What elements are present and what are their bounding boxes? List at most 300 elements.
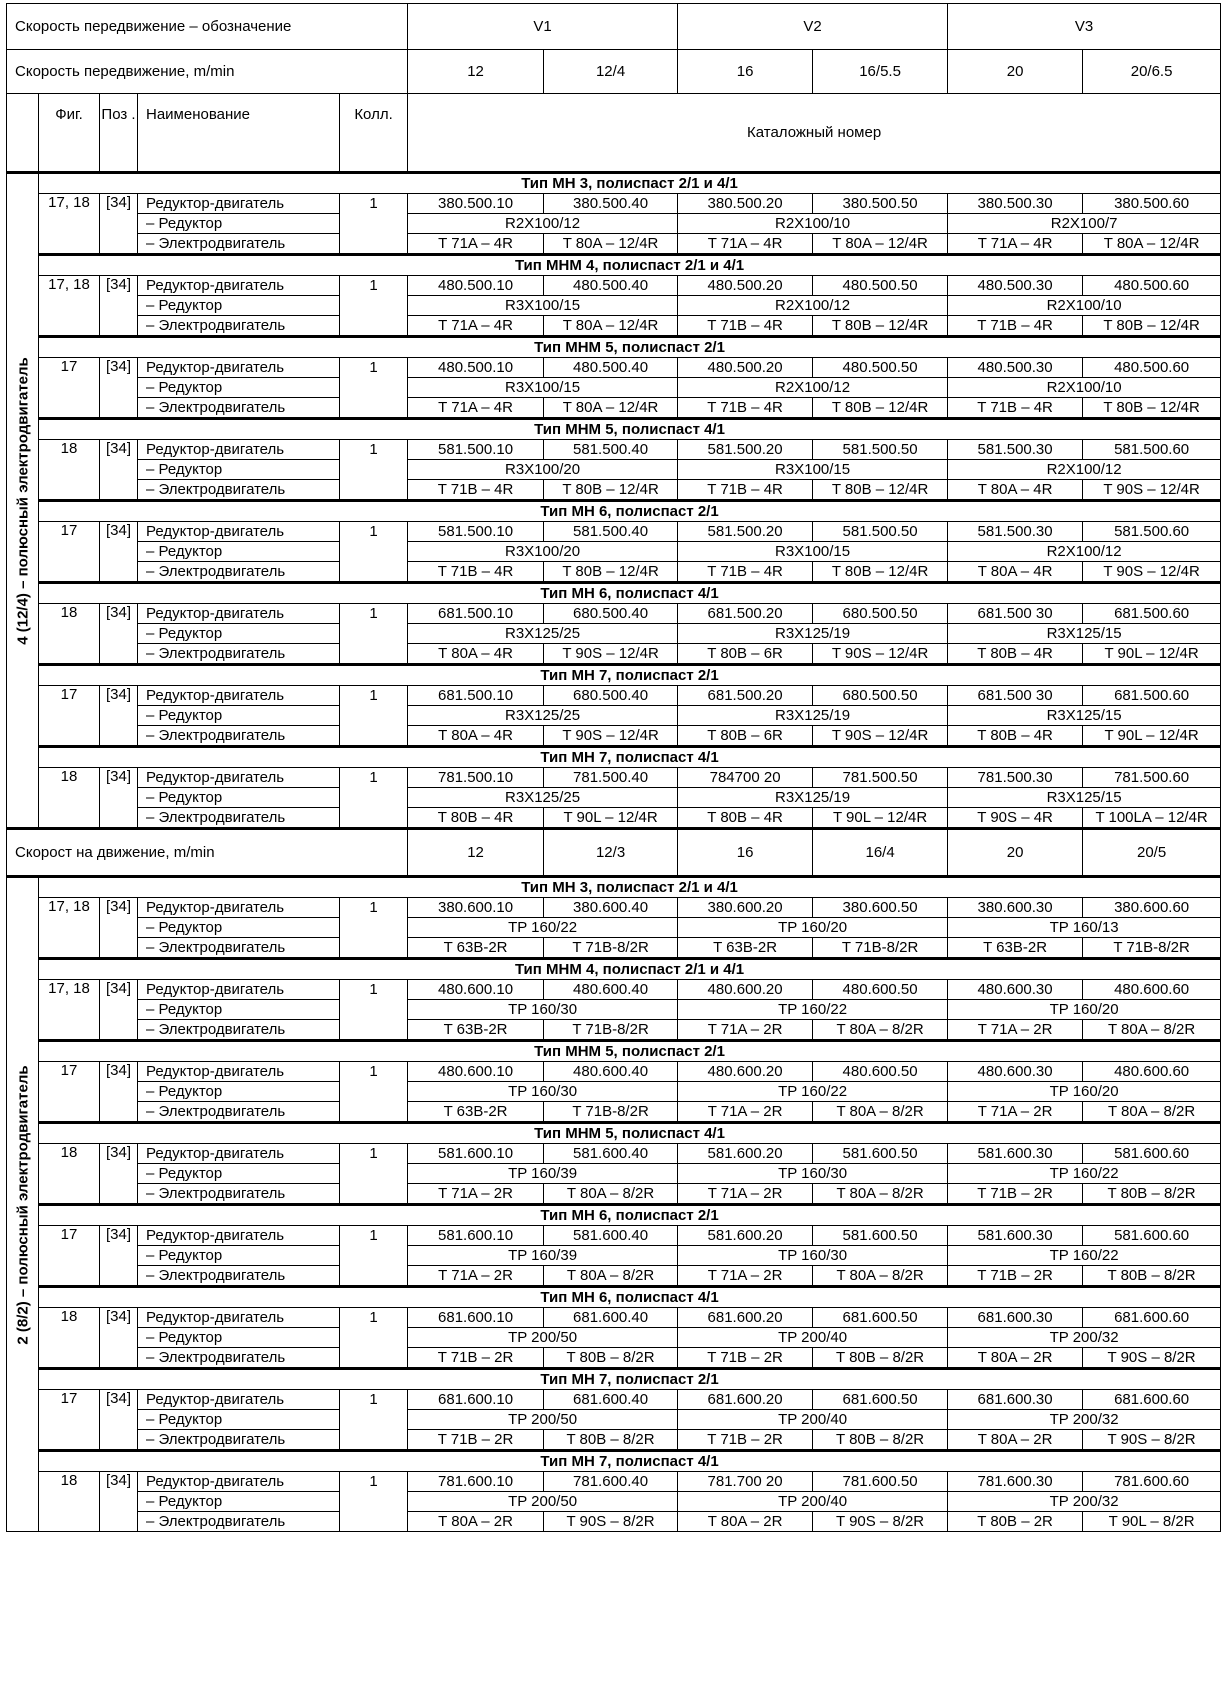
catalog-code: 480.500.30 — [948, 358, 1083, 378]
item-name: – Электродвигатель — [138, 726, 340, 747]
catalog-code: 681.500 30 — [948, 604, 1083, 624]
motor-model: T 90L – 8/2R — [1083, 1512, 1221, 1532]
catalog-code: 781.500.30 — [948, 768, 1083, 788]
side-label-cell — [7, 877, 39, 1532]
item-name: Редуктор-двигатель — [138, 1062, 340, 1082]
fig-number: 17 — [39, 1390, 100, 1451]
group-type-title: Тип МН 3, полиспаст 2/1 и 4/1 — [39, 173, 1221, 194]
item-qty-empty — [340, 706, 408, 726]
motor-model: T 71A – 2R — [678, 1102, 813, 1123]
motor-row — [7, 316, 1221, 337]
motor-model: T 71B-8/2R — [544, 1102, 678, 1123]
motor-model: T 80B – 8/2R — [544, 1430, 678, 1451]
speed-value: 20/5 — [1083, 829, 1221, 877]
reducer-model: TP 160/22 — [408, 918, 678, 938]
item-qty-empty — [340, 480, 408, 501]
catalog-code: 480.500.40 — [544, 276, 678, 296]
pos-number: [34] — [100, 1144, 138, 1205]
group-type-title: Тип МНМ 4, полиспаст 2/1 и 4/1 — [39, 255, 1221, 276]
item-qty-empty — [340, 726, 408, 747]
reducer-model: TP 200/40 — [678, 1410, 948, 1430]
item-name: – Электродвигатель — [138, 1348, 340, 1369]
reducer-model: R2X100/10 — [948, 378, 1221, 398]
group-type-row — [7, 583, 1221, 604]
reducer-row — [7, 1000, 1221, 1020]
catalog-code: 480.600.10 — [408, 1062, 544, 1082]
motor-model: T 80A – 8/2R — [544, 1184, 678, 1205]
catalog-code: 581.600.60 — [1083, 1226, 1221, 1246]
catalog-code: 480.600.20 — [678, 980, 813, 1000]
motor-model: T 71B – 2R — [678, 1430, 813, 1451]
catalog-code: 480.500.50 — [813, 358, 948, 378]
motor-model: T 90L – 12/4R — [1083, 644, 1221, 665]
reducer-model: R2X100/10 — [948, 296, 1221, 316]
motor-reducer-row — [7, 1390, 1221, 1410]
pos-number: [34] — [100, 440, 138, 501]
motor-model: T 80A – 8/2R — [544, 1266, 678, 1287]
side-label: 4 (12/4) – полюсный электродвигатель — [14, 356, 31, 645]
catalog-code: 681.600.60 — [1083, 1308, 1221, 1328]
pos-number: [34] — [100, 1062, 138, 1123]
motor-row — [7, 1348, 1221, 1369]
item-name: – Электродвигатель — [138, 234, 340, 255]
catalog-code: 581.600.30 — [948, 1226, 1083, 1246]
catalog-code: 480.500.60 — [1083, 358, 1221, 378]
item-qty-empty — [340, 1184, 408, 1205]
reducer-model: TP 160/20 — [678, 918, 948, 938]
group-type-row — [7, 1041, 1221, 1062]
pos-number: [34] — [100, 1472, 138, 1532]
motor-model: T 80B – 6R — [678, 644, 813, 665]
catalog-code: 781.600.60 — [1083, 1472, 1221, 1492]
catalog-code: 681.500.20 — [678, 604, 813, 624]
motor-model: T 71B-8/2R — [544, 1020, 678, 1041]
item-qty-empty — [340, 938, 408, 959]
motor-model: T 80B – 12/4R — [813, 398, 948, 419]
reducer-model: TP 160/39 — [408, 1164, 678, 1184]
item-name: – Редуктор — [138, 1082, 340, 1102]
catalog-code: 581.500.20 — [678, 440, 813, 460]
item-qty-empty — [340, 1492, 408, 1512]
motor-model: T 80B – 4R — [408, 808, 544, 829]
motor-model: T 71B – 2R — [408, 1348, 544, 1369]
group-type-title: Тип МН 7, полиспаст 4/1 — [39, 747, 1221, 768]
catalog-code: 380.600.60 — [1083, 898, 1221, 918]
reducer-row — [7, 1492, 1221, 1512]
catalog-code: 480.500.60 — [1083, 276, 1221, 296]
motor-model: T 80A – 8/2R — [813, 1266, 948, 1287]
reducer-model: TP 160/22 — [948, 1164, 1221, 1184]
item-qty: 1 — [340, 1472, 408, 1492]
item-qty-empty — [340, 1328, 408, 1348]
catalog-code: 480.600.20 — [678, 1062, 813, 1082]
motor-row — [7, 644, 1221, 665]
reducer-row — [7, 378, 1221, 398]
motor-model: T 80B – 12/4R — [813, 480, 948, 501]
motor-model: T 80A – 2R — [948, 1430, 1083, 1451]
group-type-title: Тип МНМ 4, полиспаст 2/1 и 4/1 — [39, 959, 1221, 980]
item-qty: 1 — [340, 194, 408, 214]
motor-model: T 71B – 4R — [678, 398, 813, 419]
catalog-code: 581.600.60 — [1083, 1144, 1221, 1164]
item-qty-empty — [340, 1102, 408, 1123]
reducer-model: R3X125/15 — [948, 788, 1221, 808]
motor-model: T 80A – 4R — [408, 726, 544, 747]
motor-model: T 71B – 4R — [948, 398, 1083, 419]
speed-row-label: Скорост на движение, m/min — [7, 829, 408, 877]
group-type-title: Тип МН 6, полиспаст 2/1 — [39, 1205, 1221, 1226]
item-name: – Редуктор — [138, 542, 340, 562]
catalog-code: 681.600.40 — [544, 1390, 678, 1410]
catalog-code: 480.600.60 — [1083, 1062, 1221, 1082]
item-qty-empty — [340, 316, 408, 337]
motor-row — [7, 398, 1221, 419]
reducer-model: R3X100/15 — [408, 296, 678, 316]
catalog-code: 480.500.30 — [948, 276, 1083, 296]
item-name: – Электродвигатель — [138, 480, 340, 501]
motor-model: T 71A – 2R — [948, 1102, 1083, 1123]
catalog-code: 681.500.10 — [408, 604, 544, 624]
item-qty: 1 — [340, 522, 408, 542]
motor-model: T 80B – 4R — [678, 808, 813, 829]
reducer-model: TP 160/20 — [948, 1082, 1221, 1102]
catalog-code: 781.500.10 — [408, 768, 544, 788]
motor-model: T 90S – 8/2R — [544, 1512, 678, 1532]
reducer-model: R3X100/15 — [678, 460, 948, 480]
group-type-row — [7, 1205, 1221, 1226]
item-name: – Электродвигатель — [138, 1512, 340, 1532]
catalog-code: 581.500.60 — [1083, 440, 1221, 460]
motor-model: T 71A – 2R — [408, 1184, 544, 1205]
fig-number: 17 — [39, 522, 100, 583]
motor-model: T 90S – 12/4R — [544, 644, 678, 665]
header-row-speeds — [7, 50, 1221, 94]
reducer-model: TP 160/13 — [948, 918, 1221, 938]
fig-number: 17 — [39, 686, 100, 747]
motor-model: T 71B – 4R — [408, 480, 544, 501]
item-name: Редуктор-двигатель — [138, 358, 340, 378]
catalog-code: 681.600.10 — [408, 1390, 544, 1410]
catalog-code: 681.600.30 — [948, 1308, 1083, 1328]
reducer-row — [7, 1082, 1221, 1102]
group-type-row — [7, 959, 1221, 980]
catalog-code: 681.600.20 — [678, 1308, 813, 1328]
fig-number: 17, 18 — [39, 980, 100, 1041]
catalog-code: 380.500.10 — [408, 194, 544, 214]
motor-model: T 90L – 12/4R — [813, 808, 948, 829]
item-qty-empty — [340, 1512, 408, 1532]
item-qty-empty — [340, 1246, 408, 1266]
catalog-code: 480.600.10 — [408, 980, 544, 1000]
item-name: – Редуктор — [138, 378, 340, 398]
reducer-model: R3X125/19 — [678, 788, 948, 808]
catalog-code: 681.600.40 — [544, 1308, 678, 1328]
motor-model: T 71B – 4R — [678, 480, 813, 501]
catalog-code: 781.600.50 — [813, 1472, 948, 1492]
group-type-title: Тип МНМ 5, полиспаст 4/1 — [39, 419, 1221, 440]
fig-number: 18 — [39, 604, 100, 665]
catalog-code: 380.600.30 — [948, 898, 1083, 918]
catalog-code: 480.500.10 — [408, 276, 544, 296]
speed-value: 20 — [948, 829, 1083, 877]
motor-model: T 80B – 12/4R — [813, 562, 948, 583]
motor-reducer-row — [7, 522, 1221, 542]
catalog-code: 581.600.20 — [678, 1144, 813, 1164]
item-qty: 1 — [340, 1226, 408, 1246]
motor-row — [7, 1512, 1221, 1532]
motor-reducer-row — [7, 440, 1221, 460]
speed-v1: V1 — [408, 4, 678, 50]
reducer-model: R3X125/25 — [408, 624, 678, 644]
motor-model: T 100LA – 12/4R — [1083, 808, 1221, 829]
reducer-row — [7, 1164, 1221, 1184]
catalog-code: 781.600.40 — [544, 1472, 678, 1492]
catalog-code: 480.600.50 — [813, 980, 948, 1000]
pos-number: [34] — [100, 980, 138, 1041]
speed-value: 16/5.5 — [813, 50, 948, 94]
motor-model: T 80A – 4R — [408, 644, 544, 665]
item-name: Редуктор-двигатель — [138, 980, 340, 1000]
catalog-code: 581.500.50 — [813, 522, 948, 542]
catalog-code: 480.600.40 — [544, 1062, 678, 1082]
catalog-code: 581.500.30 — [948, 522, 1083, 542]
reducer-model: R3X125/15 — [948, 706, 1221, 726]
item-qty: 1 — [340, 276, 408, 296]
item-name: – Редуктор — [138, 1000, 340, 1020]
reducer-model: TP 160/22 — [678, 1082, 948, 1102]
fig-number: 17 — [39, 1226, 100, 1287]
item-qty-empty — [340, 1348, 408, 1369]
group-type-row — [7, 747, 1221, 768]
motor-row — [7, 726, 1221, 747]
motor-model: T 71A – 2R — [948, 1020, 1083, 1041]
item-name: Редуктор-двигатель — [138, 1472, 340, 1492]
catalog-table — [6, 3, 1221, 1532]
reducer-model: TP 160/20 — [948, 1000, 1221, 1020]
reducer-row — [7, 624, 1221, 644]
fig-number: 17, 18 — [39, 276, 100, 337]
motor-model: T 63B-2R — [678, 938, 813, 959]
col-fig-header: Фиг. — [39, 94, 100, 173]
reducer-row — [7, 460, 1221, 480]
reducer-model: R3X100/15 — [408, 378, 678, 398]
item-name: – Электродвигатель — [138, 1184, 340, 1205]
catalog-code: 781.600.30 — [948, 1472, 1083, 1492]
motor-row — [7, 1020, 1221, 1041]
reducer-row — [7, 788, 1221, 808]
reducer-model: R3X100/20 — [408, 542, 678, 562]
motor-model: T 80B – 12/4R — [1083, 316, 1221, 337]
motor-row — [7, 480, 1221, 501]
catalog-code: 380.500.50 — [813, 194, 948, 214]
motor-model: T 80A – 12/4R — [813, 234, 948, 255]
motor-model: T 71A – 2R — [678, 1020, 813, 1041]
motor-model: T 71B – 4R — [678, 316, 813, 337]
reducer-model: R2X100/12 — [408, 214, 678, 234]
catalog-code: 681.600.60 — [1083, 1390, 1221, 1410]
item-name: – Редуктор — [138, 214, 340, 234]
pos-number: [34] — [100, 194, 138, 255]
catalog-code: 380.600.20 — [678, 898, 813, 918]
group-type-row — [7, 419, 1221, 440]
catalog-code: 480.600.60 — [1083, 980, 1221, 1000]
item-qty-empty — [340, 1266, 408, 1287]
motor-model: T 80A – 8/2R — [1083, 1102, 1221, 1123]
catalog-code: 681.600.30 — [948, 1390, 1083, 1410]
motor-model: T 90S – 12/4R — [544, 726, 678, 747]
motor-model: T 71A – 4R — [408, 234, 544, 255]
item-qty-empty — [340, 398, 408, 419]
motor-reducer-row — [7, 1062, 1221, 1082]
speed-designation-label: Скорость передвижение – обозначение — [7, 4, 408, 50]
catalog-code: 581.500.20 — [678, 522, 813, 542]
item-qty-empty — [340, 1430, 408, 1451]
side-label-cell — [7, 173, 39, 829]
motor-model: T 90L – 12/4R — [544, 808, 678, 829]
catalog-code: 380.500.40 — [544, 194, 678, 214]
motor-model: T 71B – 2R — [948, 1266, 1083, 1287]
pos-number: [34] — [100, 604, 138, 665]
pos-number: [34] — [100, 1390, 138, 1451]
motor-reducer-row — [7, 898, 1221, 918]
item-qty-empty — [340, 1164, 408, 1184]
motor-model: T 63B-2R — [948, 938, 1083, 959]
motor-model: T 90L – 12/4R — [1083, 726, 1221, 747]
reducer-model: TP 200/50 — [408, 1328, 678, 1348]
group-type-row — [7, 337, 1221, 358]
catalog-code: 480.500.20 — [678, 358, 813, 378]
item-name: – Электродвигатель — [138, 1102, 340, 1123]
item-name: – Электродвигатель — [138, 1020, 340, 1041]
group-type-row — [7, 1369, 1221, 1390]
speed-value: 20 — [948, 50, 1083, 94]
reducer-row — [7, 214, 1221, 234]
motor-model: T 71A – 4R — [408, 316, 544, 337]
motor-model: T 90S – 4R — [948, 808, 1083, 829]
catalog-code: 380.600.40 — [544, 898, 678, 918]
catalog-code: 581.500.40 — [544, 440, 678, 460]
item-name: Редуктор-двигатель — [138, 604, 340, 624]
catalog-code: 680.500.50 — [813, 686, 948, 706]
catalog-code: 680.500.40 — [544, 604, 678, 624]
group-type-title: Тип МНМ 5, полиспаст 4/1 — [39, 1123, 1221, 1144]
catalog-code: 581.600.20 — [678, 1226, 813, 1246]
motor-reducer-row — [7, 1226, 1221, 1246]
catalog-code: 581.500.40 — [544, 522, 678, 542]
item-qty-empty — [340, 296, 408, 316]
catalog-code: 784700 20 — [678, 768, 813, 788]
item-qty-empty — [340, 624, 408, 644]
item-qty-empty — [340, 1082, 408, 1102]
motor-model: T 71B – 4R — [948, 316, 1083, 337]
motor-model: T 90S – 12/4R — [1083, 480, 1221, 501]
item-name: – Электродвигатель — [138, 1430, 340, 1451]
motor-model: T 80B – 6R — [678, 726, 813, 747]
reducer-model: R3X100/15 — [678, 542, 948, 562]
reducer-model: TP 160/22 — [948, 1246, 1221, 1266]
speed-v2: V2 — [678, 4, 948, 50]
motor-model: T 90S – 12/4R — [813, 726, 948, 747]
group-type-title: Тип МН 3, полиспаст 2/1 и 4/1 — [39, 877, 1221, 898]
catalog-code: 480.500.20 — [678, 276, 813, 296]
fig-number: 17 — [39, 358, 100, 419]
reducer-row — [7, 296, 1221, 316]
item-name: – Электродвигатель — [138, 562, 340, 583]
reducer-model: R2X100/10 — [678, 214, 948, 234]
section2-speed-row — [7, 829, 1221, 877]
motor-reducer-row — [7, 1472, 1221, 1492]
speed-v3: V3 — [948, 4, 1221, 50]
catalog-code: 581.600.40 — [544, 1226, 678, 1246]
pos-number: [34] — [100, 358, 138, 419]
catalog-code: 581.600.50 — [813, 1144, 948, 1164]
motor-row — [7, 1102, 1221, 1123]
motor-row — [7, 234, 1221, 255]
motor-model: T 80B – 12/4R — [544, 562, 678, 583]
catalog-code: 581.500.10 — [408, 440, 544, 460]
item-qty: 1 — [340, 768, 408, 788]
motor-model: T 90S – 12/4R — [813, 644, 948, 665]
item-qty-empty — [340, 788, 408, 808]
reducer-model: R2X100/12 — [678, 296, 948, 316]
motor-reducer-row — [7, 768, 1221, 788]
catalog-code: 480.600.50 — [813, 1062, 948, 1082]
side-label: 2 (8/2) – полюсный электродвигатель — [14, 1064, 31, 1345]
speed-value: 12/3 — [544, 829, 678, 877]
reducer-row — [7, 918, 1221, 938]
motor-model: T 71B – 4R — [408, 562, 544, 583]
motor-row — [7, 1184, 1221, 1205]
motor-model: T 80A – 8/2R — [813, 1020, 948, 1041]
reducer-model: R3X125/19 — [678, 624, 948, 644]
reducer-row — [7, 1410, 1221, 1430]
reducer-model: R3X125/25 — [408, 788, 678, 808]
header-blank — [7, 94, 39, 173]
motor-model: T 71B – 2R — [678, 1348, 813, 1369]
motor-model: T 71A – 4R — [948, 234, 1083, 255]
catalog-code: 781.600.10 — [408, 1472, 544, 1492]
item-qty-empty — [340, 1000, 408, 1020]
catalog-code: 781.500.60 — [1083, 768, 1221, 788]
reducer-model: TP 200/40 — [678, 1492, 948, 1512]
catalog-code: 581.600.10 — [408, 1226, 544, 1246]
catalog-code: 681.500.60 — [1083, 686, 1221, 706]
group-type-row — [7, 173, 1221, 194]
reducer-model: TP 160/30 — [408, 1000, 678, 1020]
item-qty-empty — [340, 460, 408, 480]
item-qty-empty — [340, 918, 408, 938]
catalog-code: 681.600.50 — [813, 1308, 948, 1328]
speed-value: 16 — [678, 829, 813, 877]
reducer-model: TP 160/39 — [408, 1246, 678, 1266]
pos-number: [34] — [100, 276, 138, 337]
group-type-title: Тип МН 6, полиспаст 4/1 — [39, 1287, 1221, 1308]
catalog-code: 480.500.40 — [544, 358, 678, 378]
speed-row-label: Скорость передвижение, m/min — [7, 50, 408, 94]
pos-number: [34] — [100, 522, 138, 583]
item-name: – Редуктор — [138, 788, 340, 808]
pos-number: [34] — [100, 1226, 138, 1287]
catalog-code: 681.500.60 — [1083, 604, 1221, 624]
catalog-code: 581.600.40 — [544, 1144, 678, 1164]
motor-model: T 80B – 8/2R — [813, 1348, 948, 1369]
reducer-model: R3X125/15 — [948, 624, 1221, 644]
item-name: – Электродвигатель — [138, 316, 340, 337]
fig-number: 18 — [39, 768, 100, 829]
fig-number: 17 — [39, 1062, 100, 1123]
pos-number: [34] — [100, 898, 138, 959]
motor-model: T 80B – 4R — [948, 726, 1083, 747]
